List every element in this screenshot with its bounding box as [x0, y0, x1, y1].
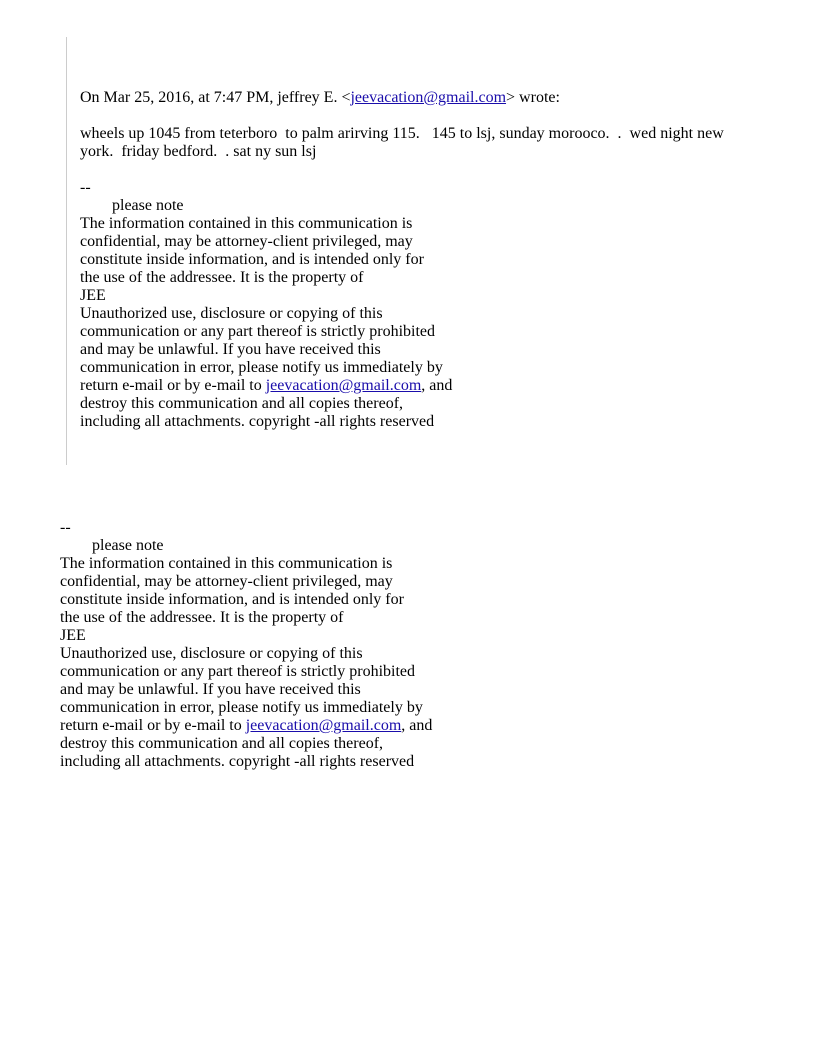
signature-line: destroy this communication and all copies thereof, [80, 395, 404, 412]
outer-signature [60, 519, 480, 771]
signature-line: including all attachments. copyright -all rights reserved [80, 413, 435, 430]
signature-separator: -- [60, 519, 71, 536]
quote-header: On Mar 25, 2016, at 7:47 PM, jeffrey E. <jeevacation@gmail.com> wrote: [80, 89, 560, 106]
signature-line: communication in error, please notify us immediately by [80, 359, 443, 376]
signature-email-link[interactable]: jeevacation@gmail.com [265, 377, 422, 394]
signature-separator: -- [80, 179, 91, 196]
signature-line: destroy this communication and all copies thereof, [60, 735, 384, 752]
signature-email-line: return e-mail or by e-mail to jeevacation@gmail.com, and [80, 377, 453, 394]
signature-email-line: return e-mail or by e-mail to jeevacation@gmail.com, and [60, 717, 433, 734]
signature-line: constitute inside information, and is intended only for [60, 591, 404, 608]
quoted-signature [80, 179, 750, 431]
signature-line: The information contained in this communication is [80, 215, 413, 232]
signature-line: communication in error, please notify us immediately by [60, 699, 423, 716]
signature-line: and may be unlawful. If you have received this [60, 681, 361, 698]
signature-line: JEE [80, 287, 106, 304]
signature-line: Unauthorized use, disclosure or copying of this [60, 645, 363, 662]
signature-line: The information contained in this communication is [60, 555, 393, 572]
spacer [80, 107, 750, 125]
spacer [80, 161, 750, 179]
quoted-message-block [66, 37, 757, 465]
signature-line: the use of the addressee. It is the property of [80, 269, 364, 286]
quote-header-email-link[interactable]: jeevacation@gmail.com [350, 89, 507, 106]
signature-line: including all attachments. copyright -all rights reserved [60, 753, 415, 770]
signature-line: Unauthorized use, disclosure or copying of this [80, 305, 383, 322]
message-body-line: wheels up 1045 from teterboro to palm arirving 115. 145 to lsj, sunday morooco. . wed night new [80, 125, 724, 142]
signature-line: confidential, may be attorney-client privileged, may [60, 573, 393, 590]
signature-note-heading: please note [112, 197, 184, 214]
signature-email-link[interactable]: jeevacation@gmail.com [245, 717, 402, 734]
signature-note-heading: please note [92, 537, 164, 554]
signature-line: communication or any part thereof is strictly prohibited [60, 663, 416, 680]
signature-line: communication or any part thereof is strictly prohibited [80, 323, 436, 340]
signature-line: the use of the addressee. It is the property of [60, 609, 344, 626]
quoted-message-content [80, 89, 750, 431]
message-body-line: york. friday bedford. . sat ny sun lsj [80, 143, 317, 160]
signature-line: and may be unlawful. If you have received this [80, 341, 381, 358]
signature-line: constitute inside information, and is intended only for [80, 251, 424, 268]
signature-line: JEE [60, 627, 86, 644]
signature-line: confidential, may be attorney-client privileged, may [80, 233, 413, 250]
